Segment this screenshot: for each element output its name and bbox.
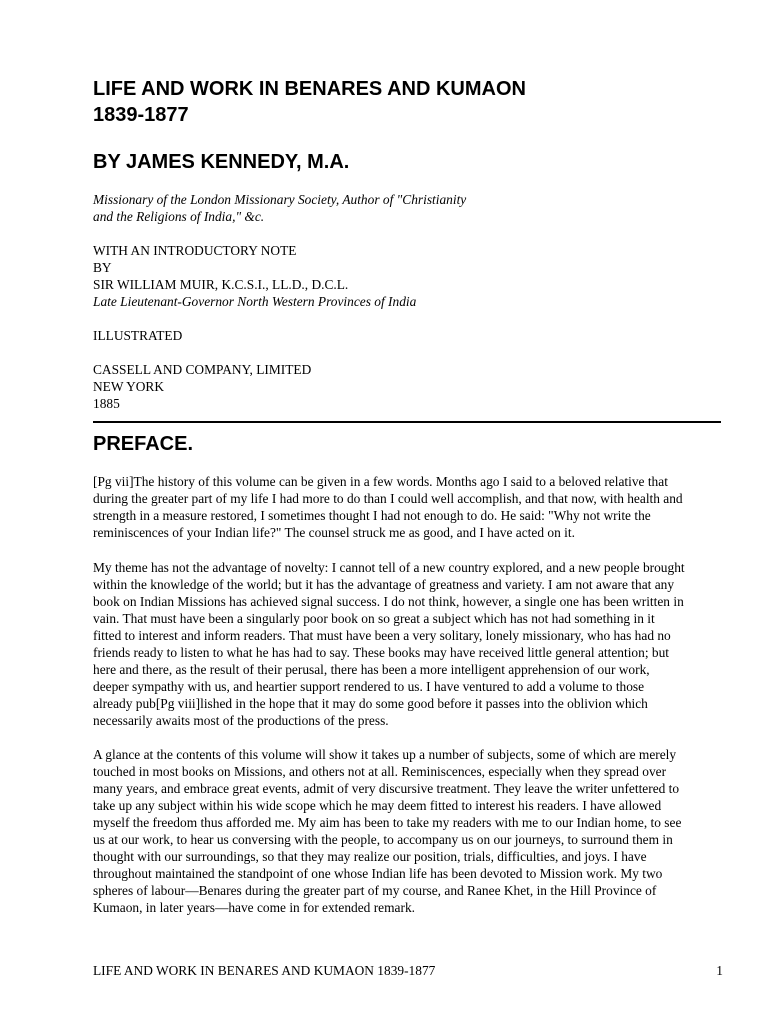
- page-footer: [93, 962, 723, 979]
- paragraph-line: spheres of labour—Benares during the greater part of my course, and Ranee Khet, in the Hill Province of: [93, 883, 657, 898]
- paragraph-line: My theme has not the advantage of novelty: I cannot tell of a new country explored, and a new people brought: [93, 560, 685, 575]
- paragraph-line: touched in most books on Missions, and others not at all. Reminiscences, especially when they spread over: [93, 764, 667, 779]
- intro-line-4: Late Lieutenant-Governor North Western Provinces of India: [93, 294, 417, 309]
- book-author: BY JAMES KENNEDY, M.A.: [93, 151, 350, 173]
- publication-year: 1885: [93, 396, 120, 411]
- paragraph-line: [Pg vii]The history of this volume can be given in a few words. Months ago I said to a beloved relative that: [93, 474, 668, 489]
- intro-line-2: BY: [93, 260, 112, 275]
- paragraph-line: vain. That must have been a singularly poor book on so great a subject which has not had something in it: [93, 611, 655, 626]
- publisher-info: [93, 361, 723, 412]
- page-number: 1: [716, 963, 723, 978]
- paragraph-line: A glance at the contents of this volume will show it takes up a number of subjects, some of which are merely: [93, 747, 677, 762]
- running-title: LIFE AND WORK IN BENARES AND KUMAON 1839-1877: [93, 963, 436, 978]
- introductory-note: [93, 242, 723, 310]
- preface-paragraph-3: [93, 746, 723, 916]
- paragraph-line: within the knowledge of the world; but it has the advantage of greatness and variety. I am not aware that any: [93, 577, 675, 592]
- publisher-name: CASSELL AND COMPANY, LIMITED: [93, 362, 312, 377]
- book-title: [93, 76, 526, 128]
- paragraph-line: myself the freedom thus afforded me. My aim has been to take my readers with me to our Indian home, to see: [93, 815, 682, 830]
- author-description-line-2: and the Religions of India," &c.: [93, 209, 265, 224]
- paragraph-line: strength in a measure restored, I sometimes thought I had not enough to do. He said: "Why not write the: [93, 508, 651, 523]
- paragraph-line: take up any subject within his wide scope which he may deem fitted to interest his readers. I have allowed: [93, 798, 662, 813]
- illustrated-label: ILLUSTRATED: [93, 328, 183, 343]
- section-divider: [93, 421, 721, 423]
- paragraph-line: necessarily awaits most of the productions of the press.: [93, 713, 389, 728]
- paragraph-line: deeper sympathy with us, and heartier support rendered to us. I have ventured to add a volume to those: [93, 679, 645, 694]
- paragraph-line: fitted to interest and inform readers. That must have been a very solitary, lonely missionary, who has had no: [93, 628, 671, 643]
- intro-line-3: SIR WILLIAM MUIR, K.C.S.I., LL.D., D.C.L.: [93, 277, 349, 292]
- preface-paragraph-1: [93, 473, 723, 541]
- book-title-line-2: 1839-1877: [93, 104, 189, 126]
- paragraph-line: us at our work, to hear us conversing with the people, to accompany us on our journeys, to surround them in: [93, 832, 673, 847]
- paragraph-line: here and there, as the result of their perusal, there has been a more intelligent apprehension of our work,: [93, 662, 650, 677]
- author-description-line-1: Missionary of the London Missionary Society, Author of "Christianity: [93, 192, 467, 207]
- book-title-line-1: LIFE AND WORK IN BENARES AND KUMAON: [93, 78, 526, 100]
- paragraph-line: Kumaon, in later years—have come in for extended remark.: [93, 900, 415, 915]
- paragraph-line: already pub[Pg viii]lished in the hope that it may do some good before it passes into the oblivion which: [93, 696, 648, 711]
- preface-heading: PREFACE.: [93, 433, 194, 455]
- paragraph-line: reminiscences of your Indian life?" The counsel struck me as good, and I have acted on it.: [93, 525, 575, 540]
- intro-line-1: WITH AN INTRODUCTORY NOTE: [93, 243, 297, 258]
- paragraph-line: thought with our surroundings, so that they may realize our position, trials, difficulties, and joys. I have: [93, 849, 647, 864]
- author-description: [93, 191, 723, 225]
- paragraph-line: throughout maintained the standpoint of one whose Indian life has been devoted to Mission work. My two: [93, 866, 663, 881]
- preface-paragraph-2: [93, 559, 723, 729]
- paragraph-line: friends ready to listen to what he has had to say. These books may have received little general attention; but: [93, 645, 669, 660]
- paragraph-line: book on Indian Missions has achieved signal success. I do not think, however, a single one has been written in: [93, 594, 684, 609]
- publisher-place: NEW YORK: [93, 379, 165, 394]
- paragraph-line: during the greater part of my life I had more to do than I could well accomplish, and that now, with health and: [93, 491, 683, 506]
- paragraph-line: many years, and embrace great events, admit of very discursive treatment. They leave the writer unfettered to: [93, 781, 680, 796]
